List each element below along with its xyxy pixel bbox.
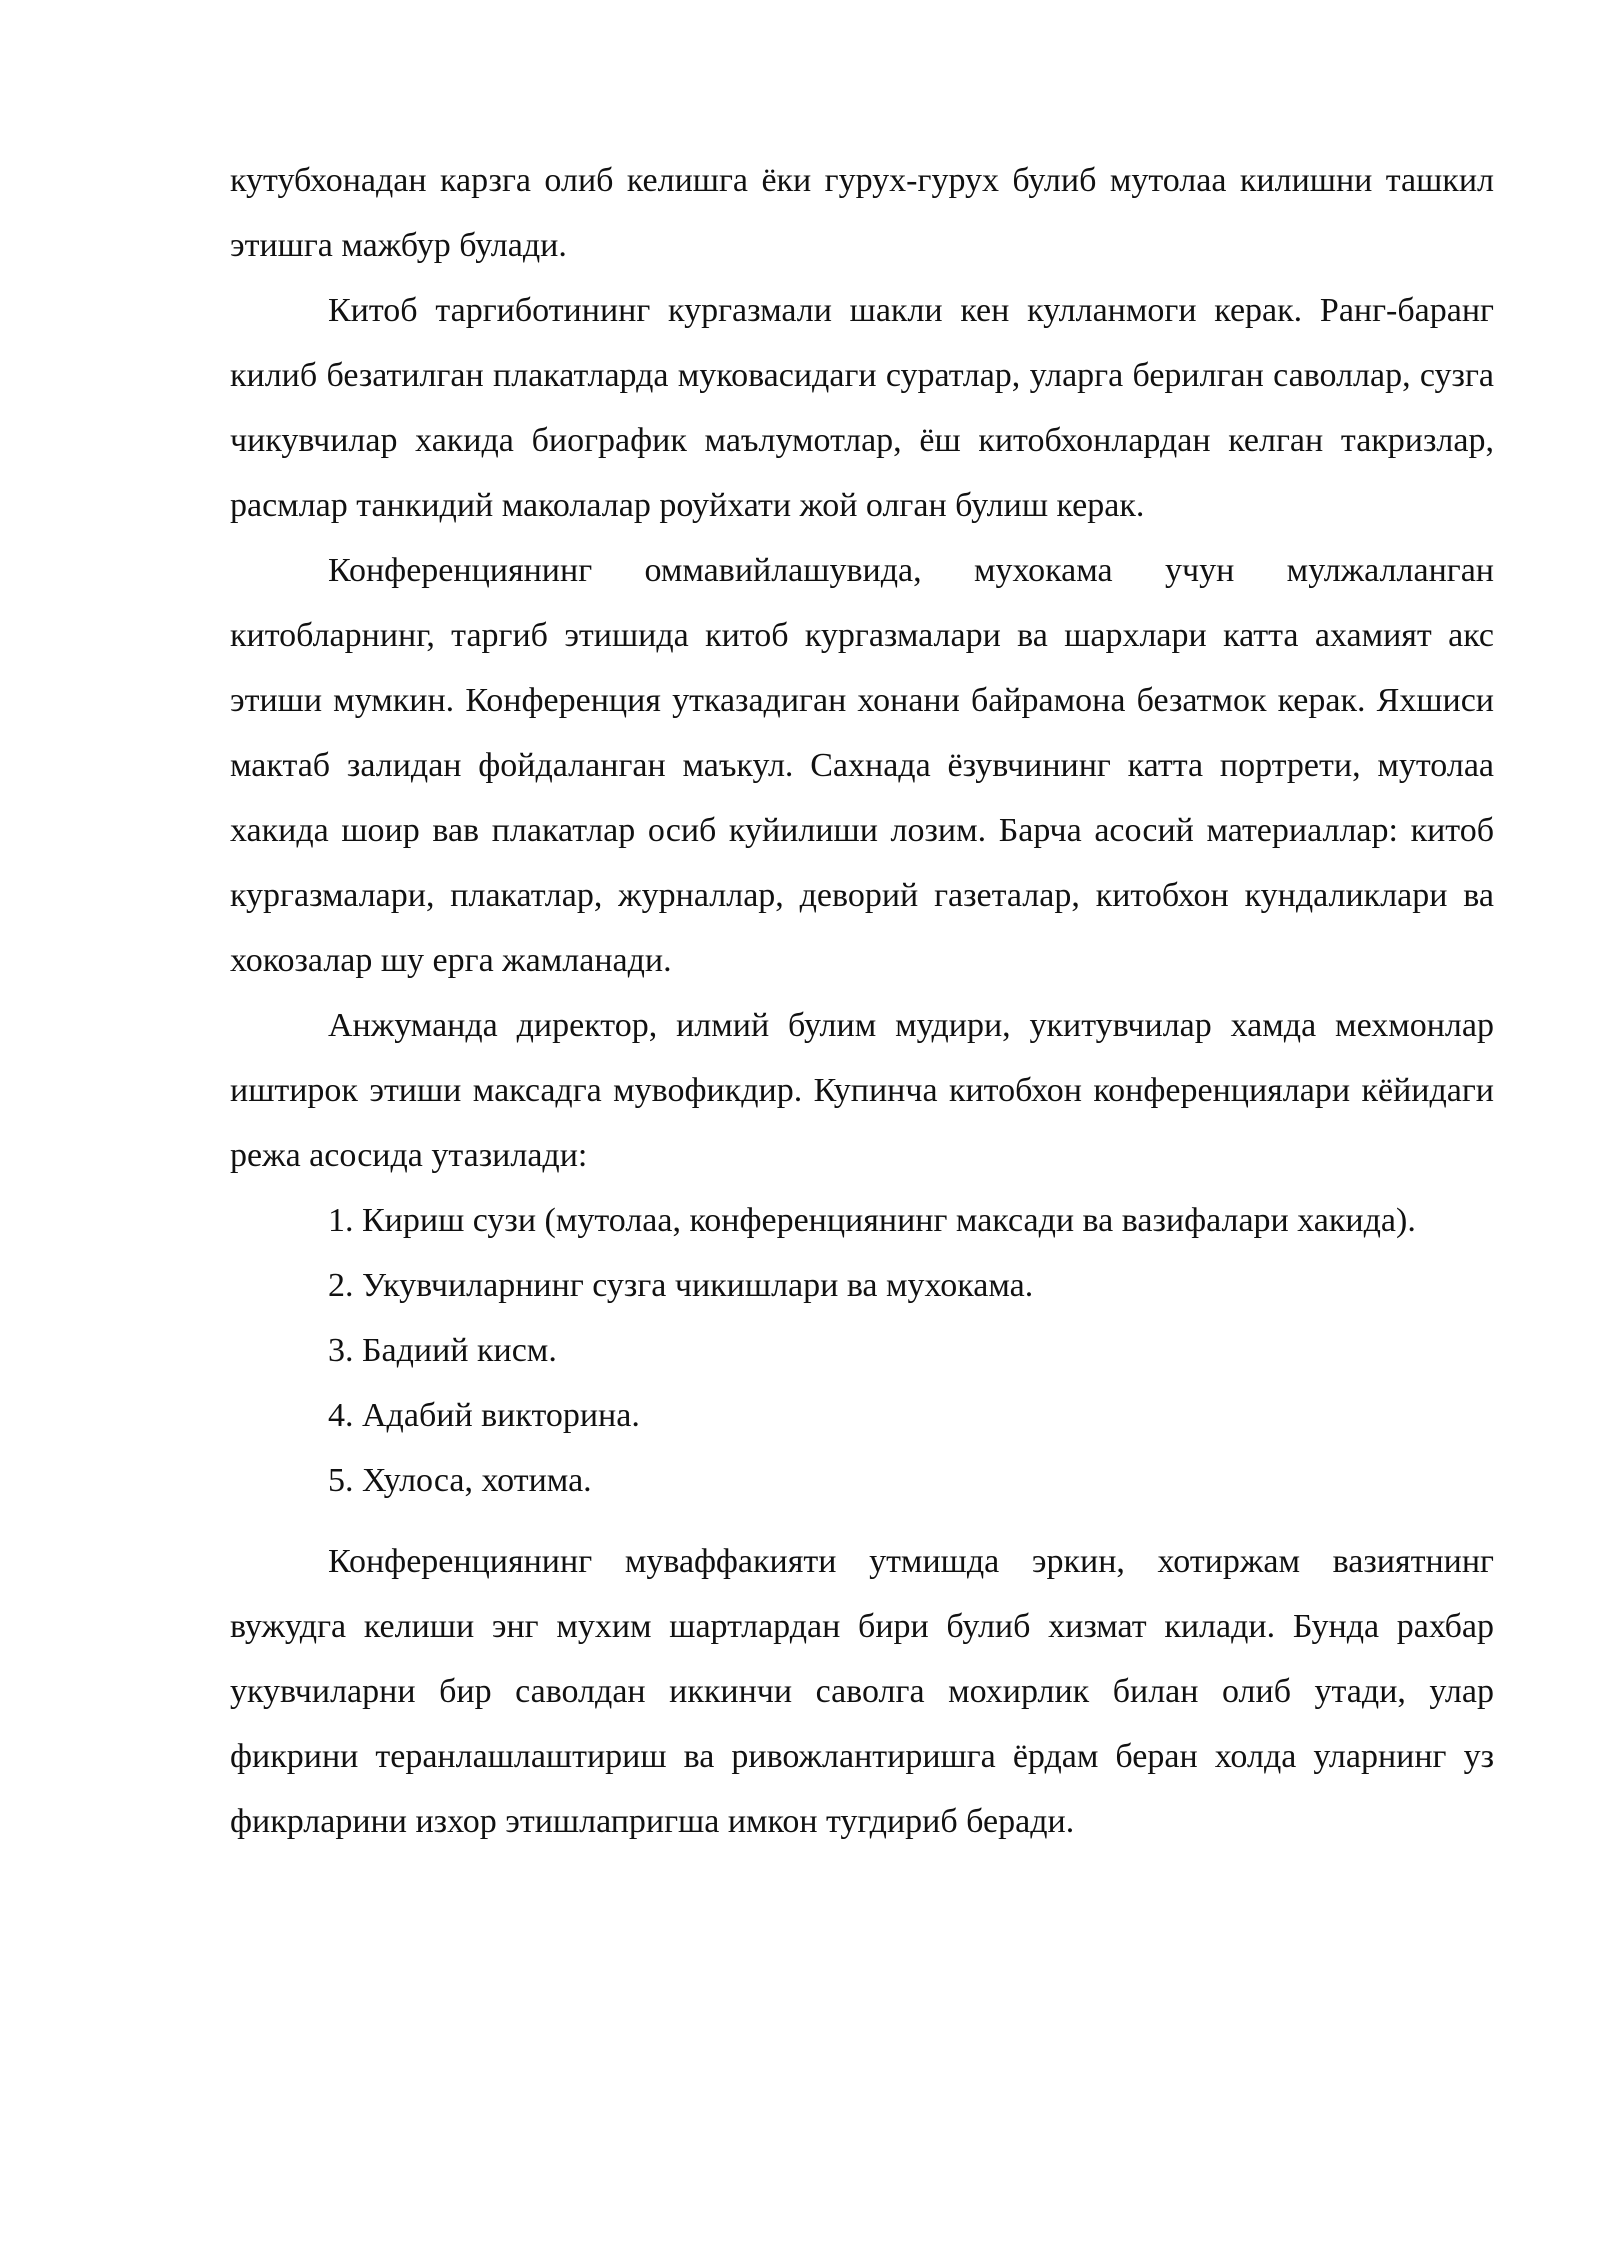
list-item: 2. Укувчиларнинг сузга чикишлари ва мухокама. bbox=[328, 1267, 1034, 1304]
text-body bbox=[230, 148, 1494, 1854]
paragraph-participants: Анжуманда директор, илмий булим мудири, укитувчилар хамда мехмонлар иштирок этиши максадга мувофикдир. Купинча китобхон конференциялари кёйидаги режа асосида утазилади: bbox=[230, 1007, 1494, 1174]
paragraph-conference-exhibitions: Конференциянинг оммавийлашувида, мухокама учун мулжалланган китобларнинг, таргиб этишида китоб кургазмалари ва шархлари катта ахамият акс этиши мумкин. Конференция утказадиган хонани байрамона безатмок керак. Яхшиси мактаб залидан фойдаланган маъкул. Сахнада ёзувчининг катта портрети, мутолаа хакида шоир вав плакатлар осиб куйилиши лозим. Барча асосий материаллар: китоб кургазмалари, плакатлар, журналлар, деворий газеталар, китобхон кундаликлари ва хокозалар шу ерга жамланади. bbox=[230, 552, 1494, 979]
paragraph-continuation: кутубхонадан карзга олиб келишга ёки гурух-гурух булиб мутолаа килишни ташкил этишга мажбур булади. bbox=[230, 162, 1494, 264]
list-item: 4. Адабий викторина. bbox=[328, 1397, 640, 1434]
paragraph-conference-success: Конференциянинг муваффакияти утмишда эркин, хотиржам вазиятнинг вужудга келиши энг мухим шартлардан бири булиб хизмат килади. Бунда рахбар укувчиларни бир саволдан иккинчи саволга мохирлик билан олиб утади, улар фикрини теранлашлаштириш ва ривожлантиришга ёрдам беран холда уларнинг уз фикрларини изхор этишлапригша имкон тугдириб беради. bbox=[230, 1543, 1494, 1840]
paragraph-book-promotion: Китоб таргиботининг кургазмали шакли кен кулланмоги керак. Ранг-баранг килиб безатилган плакатларда муковасидаги суратлар, уларга берилган саволлар, сузга чикувчилар хакида биографик маълумотлар, ёш китобхонлардан келган такризлар, расмлар танкидий маколалар роуйхати жой олган булиш керак. bbox=[230, 292, 1494, 524]
list-item: 1. Кириш сузи (мутолаа, конференциянинг максади ва вазифалари хакида). bbox=[328, 1202, 1416, 1239]
list-item: 3. Бадиий кисм. bbox=[328, 1332, 557, 1369]
conference-plan-list bbox=[230, 1188, 1494, 1513]
list-item: 5. Хулоса, хотима. bbox=[328, 1462, 592, 1499]
